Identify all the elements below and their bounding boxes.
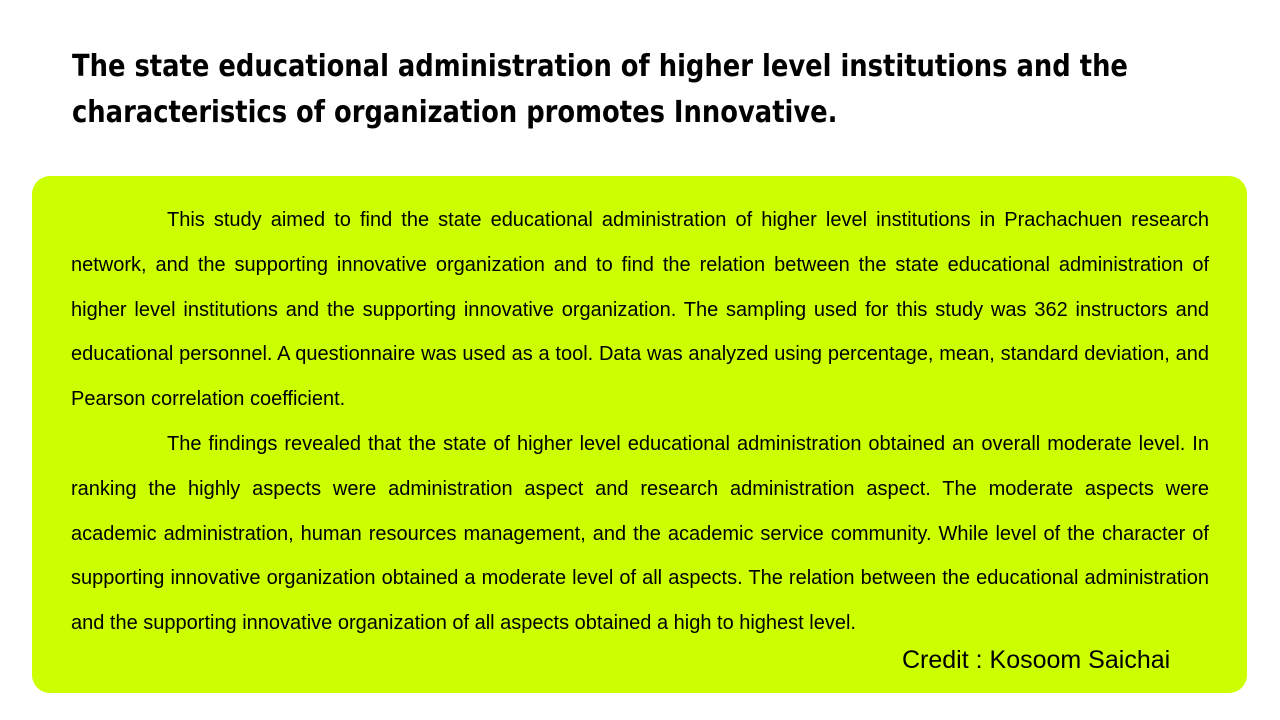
abstract-paragraph-1: This study aimed to find the state educational administration of higher level institutions in Prachachuen research network, and the supporting innovative organization and to find the relation between the state educational administration of higher level institutions and the supporting innovative organization. The sampling used for this study was 362 instructors and educational personnel. A questionnaire was used as a tool. Data was analyzed using percentage, mean, standard deviation, and Pearson correlation coefficient. [71,209,1209,411]
abstract-text [71,198,1209,646]
slide-title: The state educational administration of higher level institutions and the characteristics of organization promotes Innovative. [72,49,1128,130]
abstract-paragraph-2: The findings revealed that the state of higher level educational administration obtained an overall moderate level. In ranking the highly aspects were administration aspect and research administration aspect. The moderate aspects were academic administration, human resources management, and the academic service community. While level of the character of supporting innovative organization obtained a moderate level of all aspects. The relation between the educational administration and the supporting innovative organization of all aspects obtained a high to highest level. [71,432,1209,635]
credit-line: Credit : Kosoom Saichai [902,646,1171,674]
